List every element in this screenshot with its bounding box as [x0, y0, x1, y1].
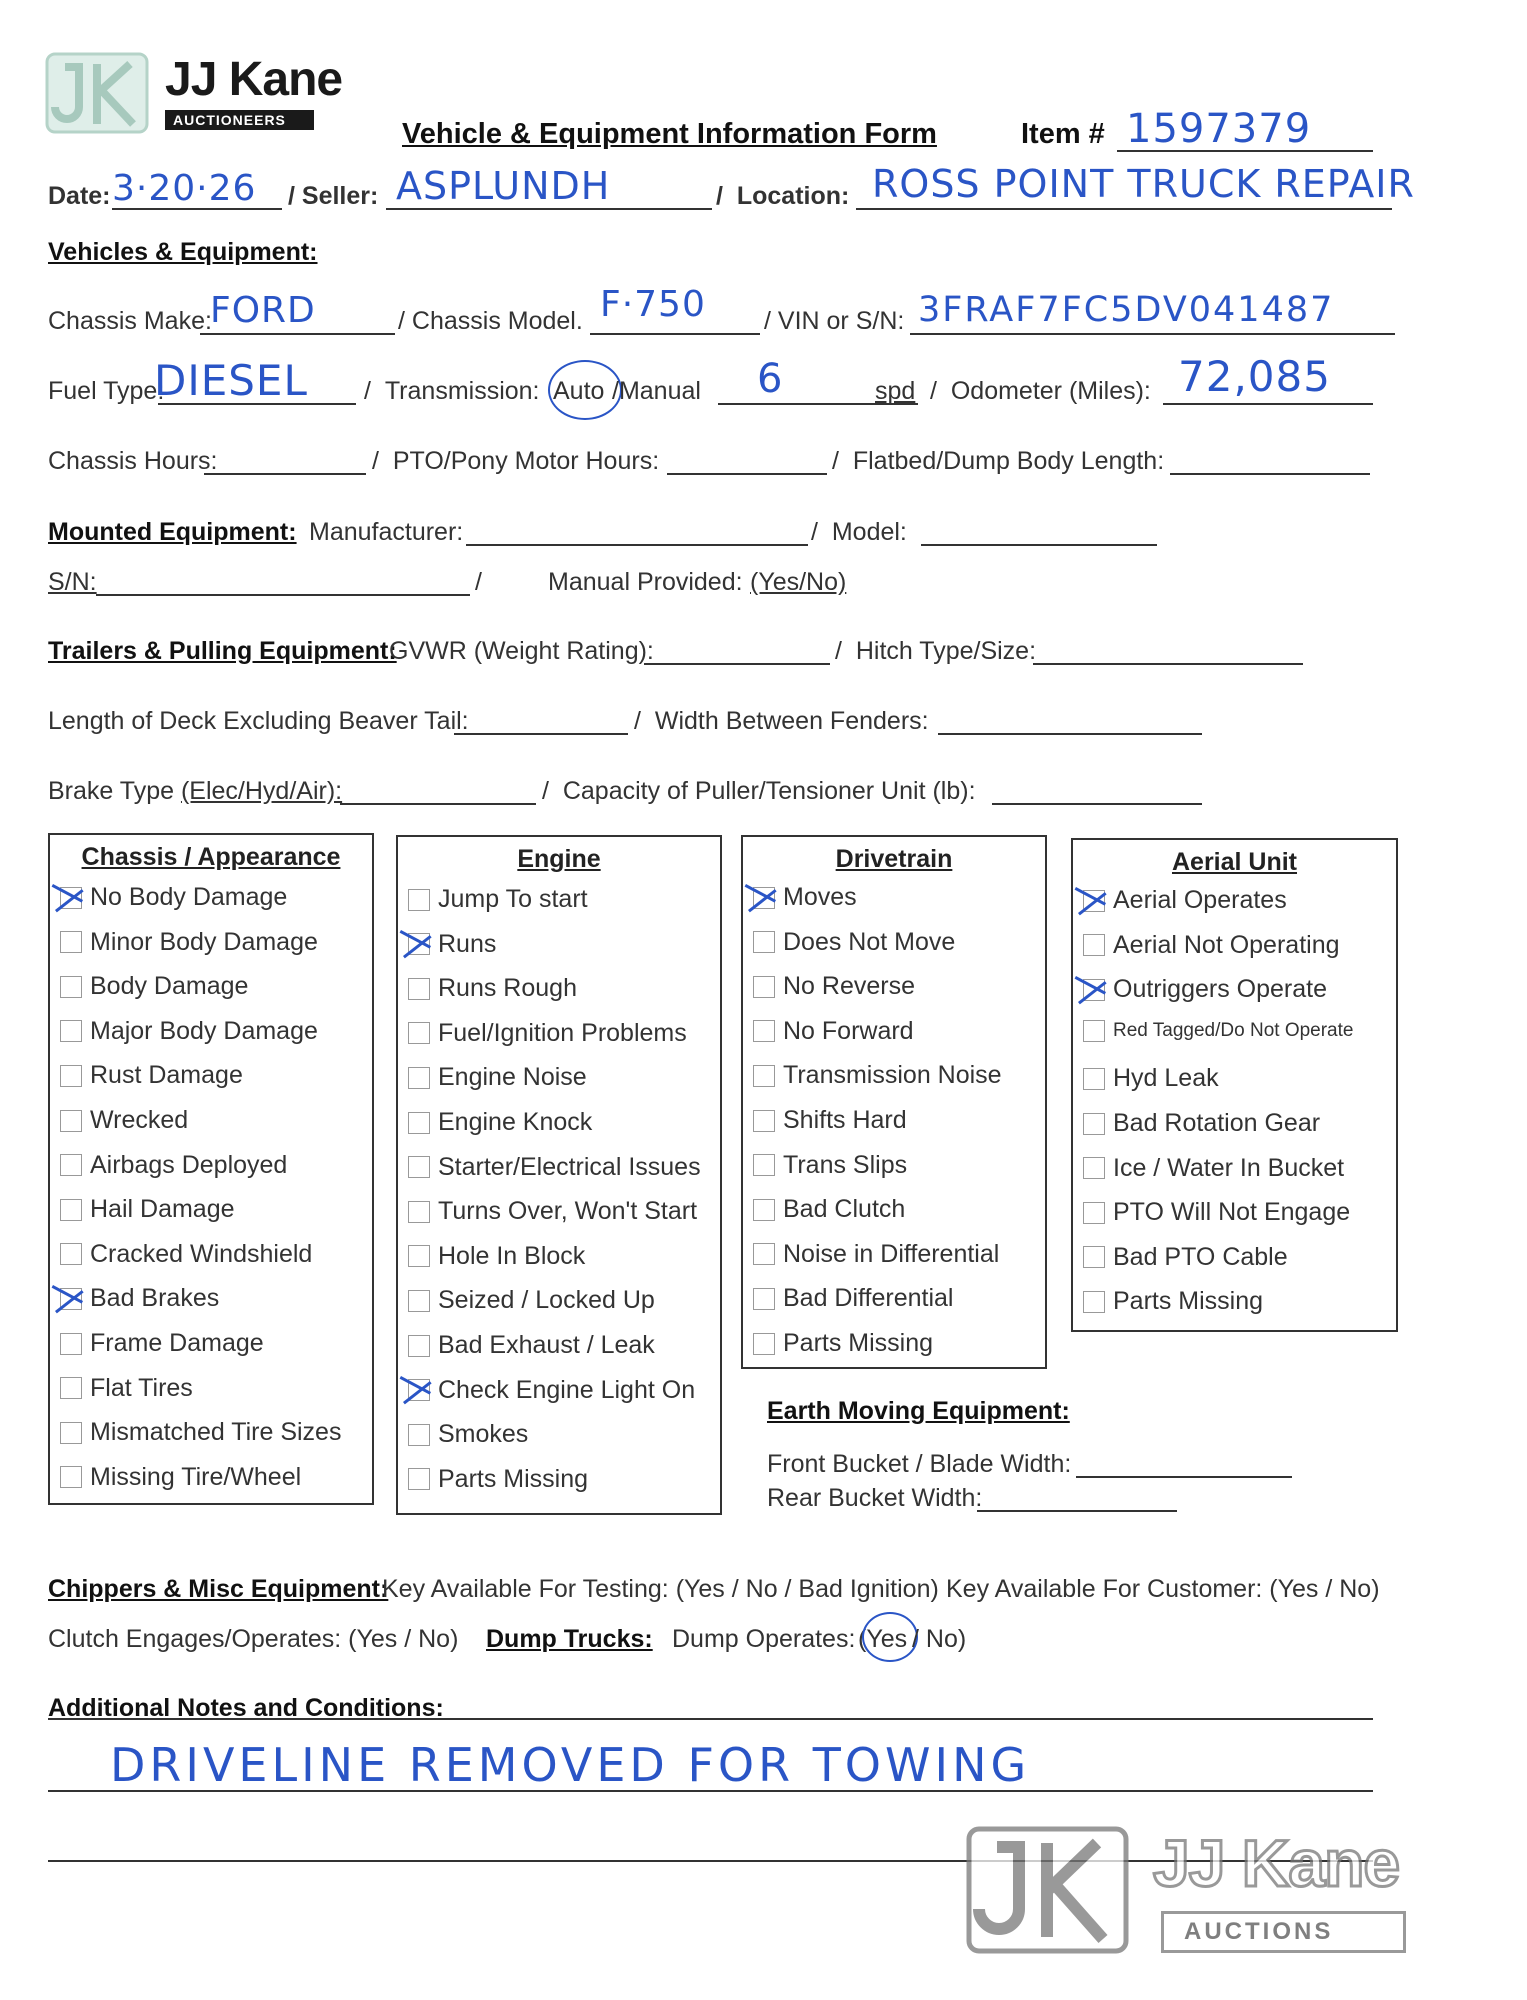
- checkbox-label: Hole In Block: [438, 1241, 586, 1270]
- checkbox-label: Minor Body Damage: [90, 927, 318, 956]
- checkbox-checked-icon[interactable]: [753, 887, 775, 909]
- checkbox-icon[interactable]: [1083, 934, 1105, 956]
- chassis-model-line: [590, 333, 760, 335]
- vin-label: / VIN or S/N:: [764, 307, 905, 335]
- date-label: Date:: [48, 182, 111, 210]
- drivetrain-item: [753, 1284, 953, 1313]
- location-value: ROSS POINT TRUCK REPAIR: [872, 162, 1415, 206]
- checkbox-label: Bad Rotation Gear: [1113, 1109, 1321, 1137]
- chassis-item: [60, 972, 248, 1001]
- engine-item: [408, 1465, 588, 1494]
- chassis-hours-line: [204, 473, 366, 475]
- key-testing-label: Key Available For Testing: (Yes / No / Bad Ignition): [382, 1575, 939, 1603]
- checkbox-icon[interactable]: [1083, 1113, 1105, 1135]
- engine-item: [408, 930, 496, 959]
- notes-section-label: Additional Notes and Conditions:: [48, 1694, 444, 1722]
- checkbox-label: Aerial Operates: [1113, 886, 1287, 914]
- chassis-item: [60, 1374, 193, 1403]
- transmission-label: / Transmission:: [364, 377, 540, 405]
- checkbox-icon[interactable]: [60, 1422, 82, 1444]
- flatbed-label: / Flatbed/Dump Body Length:: [832, 447, 1165, 475]
- checkbox-icon[interactable]: [753, 931, 775, 953]
- checkbox-icon[interactable]: [60, 1199, 82, 1221]
- pto-hours-label: / PTO/Pony Motor Hours:: [372, 447, 660, 475]
- pto-hours-line: [667, 473, 827, 475]
- vin-line: [910, 333, 1395, 335]
- checkbox-icon[interactable]: [408, 1201, 430, 1223]
- date-value: 3·20·26: [112, 168, 257, 209]
- hitch-label: / Hitch Type/Size:: [835, 637, 1037, 665]
- drivetrain-box: [741, 835, 1047, 1369]
- checkbox-icon[interactable]: [60, 931, 82, 953]
- checkbox-icon[interactable]: [60, 976, 82, 998]
- jk-logo-icon: [45, 52, 150, 134]
- manual-provided-label: Manual Provided:: [548, 568, 743, 596]
- chassis-item: [60, 928, 318, 957]
- aerial-item: [1083, 1243, 1288, 1272]
- sn-line: [96, 594, 470, 596]
- engine-item: [408, 974, 577, 1003]
- chassis-hours-label: Chassis Hours:: [48, 447, 218, 475]
- checkbox-label: Transmission Noise: [783, 1061, 1002, 1090]
- checkbox-label: Jump To start: [438, 885, 588, 913]
- engine-item: [408, 1242, 585, 1271]
- checkbox-label: PTO Will Not Engage: [1113, 1198, 1351, 1227]
- checkbox-label: Parts Missing: [783, 1329, 934, 1357]
- checkbox-icon[interactable]: [408, 1245, 430, 1267]
- slash: /: [475, 568, 482, 596]
- seller-value: ASPLUNDH: [396, 164, 611, 208]
- notes-line-1: [48, 1718, 1373, 1720]
- drivetrain-item: [753, 1061, 1002, 1090]
- auto-option: Auto: [553, 377, 605, 405]
- logo-brand: JJ Kane: [165, 53, 343, 106]
- watermark-jk-icon: [965, 1825, 1130, 1955]
- checkbox-icon[interactable]: [753, 1288, 775, 1310]
- checkbox-icon[interactable]: [408, 978, 430, 1000]
- checkbox-icon[interactable]: [753, 1020, 775, 1042]
- drivetrain-item: [753, 1017, 914, 1046]
- checkbox-icon[interactable]: [408, 1468, 430, 1490]
- checkbox-label: Engine Noise: [438, 1063, 587, 1092]
- fender-width-label: / Width Between Fenders:: [634, 707, 929, 735]
- checkbox-checked-icon[interactable]: [60, 887, 82, 909]
- checkbox-icon[interactable]: [753, 1154, 775, 1176]
- checkbox-label: Bad PTO Cable: [1113, 1242, 1288, 1271]
- checkbox-icon[interactable]: [60, 1466, 82, 1488]
- aerial-item: [1083, 1020, 1353, 1042]
- dump-trucks-label: Dump Trucks:: [486, 1625, 653, 1653]
- checkbox-icon[interactable]: [1083, 1020, 1105, 1042]
- manual-provided-options: (Yes/No): [750, 568, 847, 596]
- chippers-section-label: Chippers & Misc Equipment:: [48, 1575, 389, 1603]
- checkbox-icon[interactable]: [60, 1110, 82, 1132]
- dump-no-option: / No): [912, 1625, 967, 1653]
- checkbox-icon[interactable]: [753, 1065, 775, 1087]
- dump-yes-option: (Yes: [858, 1625, 908, 1653]
- spd-label: spd: [875, 377, 916, 405]
- checkbox-icon[interactable]: [408, 1335, 430, 1357]
- watermark-brand: JJ Kane: [1153, 1826, 1400, 1900]
- checkbox-icon[interactable]: [1083, 1291, 1105, 1313]
- rear-bucket-label: Rear Bucket Width:: [767, 1484, 983, 1512]
- checkbox-icon[interactable]: [408, 1156, 430, 1178]
- drivetrain-item: [753, 1106, 907, 1135]
- checkbox-icon[interactable]: [1083, 1202, 1105, 1224]
- checkbox-label: Mismatched Tire Sizes: [90, 1418, 342, 1447]
- checkbox-label: Parts Missing: [438, 1464, 589, 1493]
- checkbox-label: Red Tagged/Do Not Operate: [1113, 1019, 1354, 1041]
- checkbox-label: Bad Clutch: [783, 1195, 906, 1224]
- chassis-item: [60, 1418, 341, 1447]
- chassis-make-value: FORD: [210, 290, 316, 331]
- odometer-line: [1163, 403, 1373, 405]
- fuel-value: DIESEL: [154, 356, 308, 405]
- key-customer-label: Key Available For Customer: (Yes / No): [946, 1575, 1380, 1603]
- auto-circle-mark: [548, 360, 622, 420]
- chassis-item: [60, 1284, 219, 1313]
- engine-item: [408, 1153, 701, 1182]
- sn-label: S/N:: [48, 568, 97, 596]
- checkbox-checked-icon[interactable]: [60, 1288, 82, 1310]
- aerial-item: [1083, 1198, 1350, 1227]
- odometer-label: / Odometer (Miles):: [930, 377, 1151, 405]
- checkbox-icon[interactable]: [408, 1424, 430, 1446]
- chassis-model-label: / Chassis Model.: [398, 307, 583, 335]
- checkbox-label: Wrecked: [90, 1106, 189, 1134]
- checkbox-checked-icon[interactable]: [408, 933, 430, 955]
- engine-item: [408, 1420, 528, 1449]
- checkbox-icon[interactable]: [753, 976, 775, 998]
- checkbox-label: Bad Differential: [783, 1284, 954, 1313]
- checkbox-label: Bad Exhaust / Leak: [438, 1331, 655, 1359]
- checkbox-label: Turns Over, Won't Start: [438, 1197, 698, 1226]
- checkbox-label: Major Body Damage: [90, 1016, 318, 1045]
- checkbox-label: Hail Damage: [90, 1195, 235, 1224]
- drivetrain-item: [753, 1329, 933, 1358]
- chassis-item: [60, 1329, 264, 1358]
- checkbox-icon[interactable]: [60, 1020, 82, 1042]
- manufacturer-label: Manufacturer:: [309, 518, 464, 546]
- checkbox-label: Fuel/Ignition Problems: [438, 1018, 687, 1047]
- checkbox-label: Runs Rough: [438, 974, 577, 1003]
- engine-item: [408, 1286, 655, 1315]
- engine-item: [408, 1019, 687, 1048]
- engine-box: [396, 835, 722, 1515]
- checkbox-label: No Forward: [783, 1016, 914, 1045]
- chassis-item: [60, 1061, 243, 1090]
- checkbox-checked-icon[interactable]: [1083, 890, 1105, 912]
- model-label: / Model:: [811, 518, 907, 546]
- checkbox-label: Moves: [783, 883, 857, 911]
- checkbox-label: Cracked Windshield: [90, 1239, 313, 1268]
- checkbox-label: Starter/Electrical Issues: [438, 1152, 701, 1181]
- notes-value: DRIVELINE REMOVED FOR TOWING: [110, 1738, 1031, 1792]
- engine-item: [408, 1197, 697, 1226]
- drivetrain-item: [753, 1195, 905, 1224]
- engine-box-title: Engine: [517, 845, 601, 873]
- item-label: Item #: [1021, 118, 1105, 150]
- checkbox-icon[interactable]: [60, 1377, 82, 1399]
- drivetrain-item: [753, 883, 857, 912]
- form-title: Vehicle & Equipment Information Form: [402, 118, 937, 150]
- checkbox-label: Airbags Deployed: [90, 1150, 288, 1179]
- fender-width-line: [938, 733, 1202, 735]
- capacity-label: / Capacity of Puller/Tensioner Unit (lb):: [542, 777, 976, 805]
- checkbox-icon[interactable]: [408, 1290, 430, 1312]
- checkbox-icon[interactable]: [753, 1243, 775, 1265]
- front-bucket-label: Front Bucket / Blade Width:: [767, 1450, 1072, 1478]
- checkbox-icon[interactable]: [1083, 1157, 1105, 1179]
- gvwr-line: [644, 663, 830, 665]
- checkbox-label: Seized / Locked Up: [438, 1286, 655, 1315]
- checkbox-label: Outriggers Operate: [1113, 975, 1327, 1004]
- chassis-make-line: [200, 333, 395, 335]
- logo-sub: AUCTIONEERS: [165, 110, 314, 130]
- chassis-make-label: Chassis Make:: [48, 307, 212, 335]
- fuel-label: Fuel Type:: [48, 377, 165, 405]
- aerial-item: [1083, 1064, 1219, 1093]
- checkbox-label: Missing Tire/Wheel: [90, 1462, 302, 1491]
- notes-line-2: [48, 1790, 1373, 1792]
- watermark: [965, 1825, 1485, 1965]
- chassis-item: [60, 1240, 312, 1269]
- engine-item: [408, 1331, 655, 1360]
- flatbed-line: [1170, 473, 1370, 475]
- drivetrain-box-title: Drivetrain: [835, 845, 953, 873]
- item-number: 1597379: [1126, 106, 1312, 152]
- checkbox-label: Hyd Leak: [1113, 1064, 1219, 1093]
- chassis-item: [60, 1106, 188, 1135]
- checkbox-label: Flat Tires: [90, 1373, 193, 1402]
- front-bucket-line: [1076, 1476, 1292, 1478]
- checkbox-icon[interactable]: [408, 1022, 430, 1044]
- checkbox-label: Trans Slips: [783, 1150, 908, 1179]
- watermark-sub: AUCTIONS: [1161, 1911, 1406, 1953]
- deck-length-label: Length of Deck Excluding Beaver Tail:: [48, 707, 469, 735]
- drivetrain-item: [753, 1240, 999, 1269]
- checkbox-checked-icon[interactable]: [1083, 979, 1105, 1001]
- chassis-item: [60, 1151, 287, 1180]
- checkbox-icon[interactable]: [408, 1067, 430, 1089]
- hitch-line: [1033, 663, 1303, 665]
- checkbox-icon[interactable]: [753, 1110, 775, 1132]
- chassis-item: [60, 1463, 301, 1492]
- dump-yes-circle-mark: [862, 1612, 918, 1662]
- checkbox-label: Smokes: [438, 1420, 529, 1449]
- checkbox-label: Body Damage: [90, 972, 249, 1001]
- vin-value: 3FRAF7FC5DV041487: [918, 290, 1335, 330]
- checkbox-icon[interactable]: [60, 1065, 82, 1087]
- engine-item: [408, 1108, 592, 1137]
- chassis-item: [60, 883, 287, 912]
- engine-item: [408, 885, 588, 914]
- aerial-item: [1083, 1109, 1320, 1138]
- checkbox-icon[interactable]: [753, 1199, 775, 1221]
- checkbox-icon[interactable]: [60, 1243, 82, 1265]
- seller-line: [386, 208, 712, 210]
- checkbox-label: No Body Damage: [90, 883, 288, 911]
- checkbox-label: Check Engine Light On: [438, 1375, 696, 1404]
- drivetrain-item: [753, 1151, 907, 1180]
- drivetrain-item: [753, 928, 955, 957]
- chassis-model-value: F·750: [600, 284, 706, 325]
- location-line: [856, 208, 1392, 210]
- rear-bucket-line: [977, 1510, 1177, 1512]
- engine-item: [408, 1063, 587, 1092]
- checkbox-label: Noise in Differential: [783, 1239, 1000, 1268]
- gvwr-label: GVWR (Weight Rating):: [389, 637, 654, 665]
- checkbox-label: No Reverse: [783, 972, 915, 1001]
- mounted-section-label: Mounted Equipment:: [48, 518, 297, 546]
- seller-label: / Seller:: [288, 182, 379, 210]
- aerial-box-title: Aerial Unit: [1171, 848, 1298, 876]
- trailers-section-label: Trailers & Pulling Equipment:: [48, 637, 397, 665]
- checkbox-label: Engine Knock: [438, 1108, 593, 1136]
- checkbox-icon[interactable]: [408, 889, 430, 911]
- engine-item: [408, 1376, 695, 1405]
- odometer-value: 72,085: [1178, 352, 1331, 401]
- brake-line: [340, 803, 536, 805]
- checkbox-icon[interactable]: [1083, 1246, 1105, 1268]
- deck-length-line: [454, 733, 628, 735]
- checkbox-icon[interactable]: [1083, 1068, 1105, 1090]
- checkbox-label: Runs: [438, 929, 497, 958]
- vehicles-section-label: Vehicles & Equipment:: [48, 238, 318, 266]
- checkbox-icon[interactable]: [60, 1333, 82, 1355]
- chassis-appearance-box: [48, 833, 374, 1505]
- aerial-item: [1083, 1287, 1263, 1316]
- checkbox-label: Bad Brakes: [90, 1284, 220, 1313]
- capacity-line: [992, 803, 1202, 805]
- chassis-item: [60, 1017, 318, 1046]
- aerial-unit-box: [1071, 838, 1398, 1332]
- manual-option: /Manual: [612, 377, 701, 405]
- chassis-box-title: Chassis / Appearance: [81, 843, 341, 871]
- logo: [45, 52, 365, 137]
- checkbox-icon[interactable]: [753, 1333, 775, 1355]
- drivetrain-item: [753, 972, 915, 1001]
- speed-value: 6: [757, 356, 784, 402]
- chassis-item: [60, 1195, 235, 1224]
- checkbox-checked-icon[interactable]: [408, 1379, 430, 1401]
- aerial-item: [1083, 975, 1327, 1004]
- checkbox-label: Aerial Not Operating: [1113, 930, 1340, 959]
- clutch-label: Clutch Engages/Operates: (Yes / No): [48, 1625, 459, 1653]
- brake-label: Brake Type (Elec/Hyd/Air):: [48, 777, 343, 805]
- checkbox-icon[interactable]: [60, 1154, 82, 1176]
- checkbox-label: Does Not Move: [783, 927, 956, 956]
- checkbox-label: Frame Damage: [90, 1329, 264, 1357]
- dump-operates-label: Dump Operates:: [672, 1625, 856, 1653]
- aerial-item: [1083, 1154, 1344, 1183]
- checkbox-label: Rust Damage: [90, 1061, 243, 1090]
- location-label: / Location:: [716, 182, 850, 210]
- checkbox-icon[interactable]: [408, 1112, 430, 1134]
- earth-moving-section-label: Earth Moving Equipment:: [767, 1397, 1070, 1425]
- aerial-item: [1083, 931, 1340, 960]
- aerial-item: [1083, 886, 1287, 915]
- checkbox-label: Parts Missing: [1113, 1287, 1264, 1316]
- model-line: [921, 544, 1157, 546]
- checkbox-label: Ice / Water In Bucket: [1113, 1153, 1345, 1182]
- checkbox-label: Shifts Hard: [783, 1106, 907, 1134]
- manufacturer-line: [466, 544, 808, 546]
